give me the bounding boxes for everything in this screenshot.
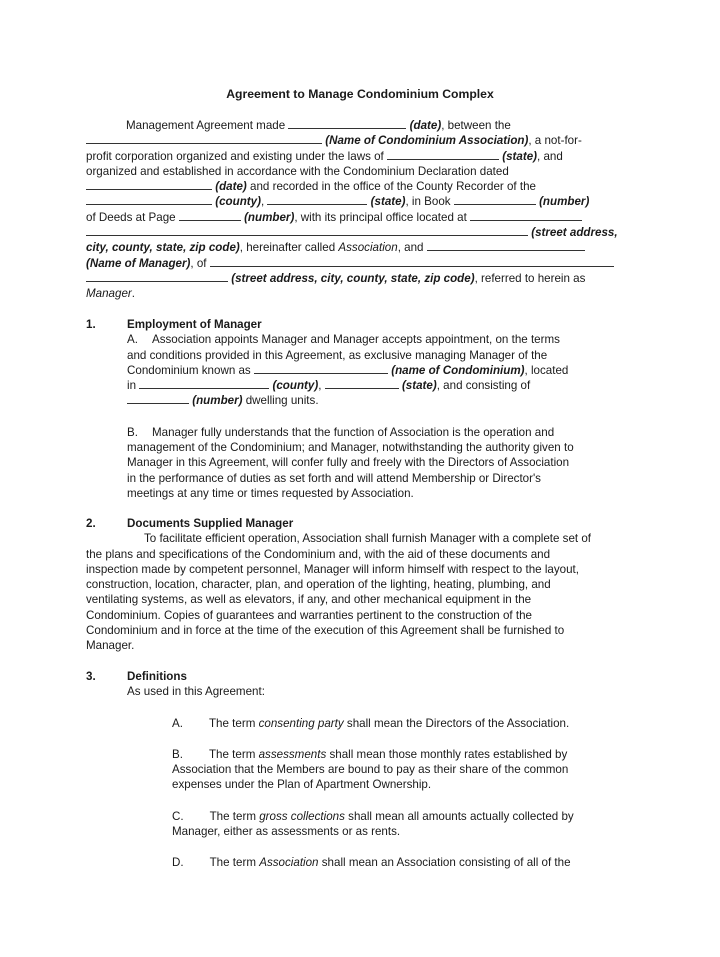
intro-text: , and (397, 241, 424, 255)
defined-term: Association (259, 856, 319, 870)
clause-text: shall mean the Directors of the Association. (346, 716, 570, 730)
clause-text: , located (524, 363, 569, 377)
intro-text: of Deeds at Page (86, 210, 176, 224)
clause-text: shall mean an Association consisting of all of the (321, 856, 571, 870)
field-label: (state) (502, 149, 538, 163)
defined-term: gross collections (259, 809, 345, 823)
section-documents (86, 516, 636, 654)
field-label: (number) (244, 210, 295, 224)
section-heading: Definitions (127, 670, 187, 683)
paragraph-line: To facilitate efficient operation, Association shall furnish Manager with a complete set of (144, 532, 592, 546)
county-blank[interactable] (86, 194, 212, 205)
manager-address-blank[interactable] (86, 271, 228, 282)
clause-text: , and consisting of (436, 379, 531, 393)
field-label: (date) (409, 119, 442, 132)
defined-term: assessments (258, 747, 327, 761)
clause-letter: C. (172, 809, 184, 823)
field-label: (Name of Manager) (86, 256, 191, 270)
intro-text: profit corporation organized and existing under the laws of (86, 149, 384, 163)
field-label: (state) (401, 379, 437, 393)
clause-text: Condominium known as (127, 363, 251, 377)
clause-letter: B. (172, 747, 183, 761)
condo-name-blank[interactable] (254, 363, 388, 374)
paragraph-line: As used in this Agreement: (127, 685, 265, 699)
clause-text: meetings at any time or times requested by Association. (127, 486, 414, 500)
clause-letter: A. (172, 716, 183, 730)
intro-text: , between the (441, 119, 511, 132)
clause-text: Manager, either as assessments or as rents. (172, 825, 401, 839)
field-label: (street address, (531, 226, 618, 240)
paragraph-line: construction, location, character, plan, and operation of the lighting, heating, plumbing, and (86, 578, 551, 592)
defined-term: Association (338, 241, 398, 255)
clause-text: Manager in this Agreement, will confer fully and freely with the Directors of Association (127, 456, 570, 470)
defined-term: Manager (86, 287, 132, 301)
page-number-blank[interactable] (179, 210, 241, 221)
state-blank[interactable] (267, 194, 367, 205)
section-number: 1. (86, 318, 96, 331)
section-heading: Employment of Manager (127, 318, 262, 331)
intro-text: , in Book (405, 195, 451, 209)
defined-term: consenting party (258, 716, 344, 730)
field-label: (date) (215, 180, 247, 194)
clause-text: in (127, 379, 137, 393)
intro-text: , referred to herein as (474, 271, 586, 285)
intro-text: , with its principal office located at (294, 210, 467, 224)
intro-text: . (131, 287, 135, 301)
clause-letter: D. (172, 856, 184, 870)
clause-letter: B. (127, 425, 138, 439)
clause-text: expenses under the Plan of Apartment Ownership. (172, 778, 432, 792)
county-blank[interactable] (139, 378, 269, 389)
clause-text: Association appoints Manager and Manager accepts appointment, on the terms (151, 333, 560, 347)
clause-text: in the performance of duties as set forth and will attend Membership or Director's (127, 471, 541, 485)
intro-text: , and (537, 149, 563, 163)
clause-text: shall mean those monthly rates established by (329, 747, 568, 761)
clause-letter: A. (127, 333, 138, 347)
section-employment (86, 317, 636, 501)
clause-text: The term (208, 747, 256, 761)
date-blank[interactable] (288, 118, 406, 129)
field-label: (Name of Condominium Association) (325, 134, 529, 148)
intro-text: , of (190, 256, 207, 270)
field-label: (number) (192, 394, 243, 408)
field-label: city, county, state, zip code) (86, 241, 240, 255)
intro-text: and recorded in the office of the County Recorder of the (250, 180, 536, 194)
assoc-name-blank[interactable] (86, 133, 322, 144)
document-title: Agreement to Manage Condominium Complex (226, 87, 494, 101)
paragraph-line: ventilating systems, as well as elevators, if any, and other mechanical equipment in the (86, 593, 532, 607)
clause-text: shall mean all amounts actually collected by (348, 809, 574, 823)
field-label: (name of Condominium) (391, 363, 525, 377)
office-address-blank[interactable] (470, 210, 582, 221)
units-number-blank[interactable] (127, 393, 189, 404)
field-label: (state) (370, 195, 406, 209)
intro-text: Management Agreement made (126, 119, 286, 132)
clause-text: The term (209, 809, 256, 823)
manager-address-blank[interactable] (210, 256, 614, 267)
paragraph-line: Condominium. Copies of guarantees and warranties pertinent to the construction of the (86, 608, 532, 622)
section-number: 2. (86, 517, 96, 530)
clause-text: Association that the Members are bound to pay as their share of the common (172, 763, 569, 777)
section-number: 3. (86, 670, 96, 683)
clause-text: dwelling units. (245, 394, 319, 408)
intro-text: organized and established in accordance with the Condominium Declaration dated (86, 164, 509, 178)
intro-text: , a not-for- (528, 134, 582, 148)
paragraph-line: Manager. (86, 639, 135, 653)
section-definitions (86, 669, 636, 871)
intro-text: , hereinafter called (239, 241, 336, 255)
state-blank[interactable] (387, 149, 499, 160)
book-number-blank[interactable] (454, 194, 536, 205)
field-label: (county) (272, 379, 319, 393)
clause-text: Manager fully understands that the function of Association is the operation and (151, 425, 555, 439)
manager-name-blank[interactable] (427, 240, 585, 251)
field-label: (street address, city, county, state, zip code) (231, 271, 475, 285)
field-label: (county) (215, 195, 261, 209)
clause-text: , (318, 379, 322, 393)
intro-paragraph (86, 118, 636, 302)
section-heading: Documents Supplied Manager (127, 517, 294, 530)
paragraph-line: Condominium and in force at the time of the execution of this Agreement shall be furnished to (86, 624, 565, 638)
paragraph-line: inspection made by competent personnel, Manager will inform himself with respect to the layout, (86, 562, 579, 576)
state-blank[interactable] (325, 378, 399, 389)
intro-text: , (260, 195, 265, 209)
clause-text: The term (208, 716, 256, 730)
paragraph-line: the plans and specifications of the Condominium and, with the aid of these documents and (86, 547, 551, 561)
date-blank[interactable] (86, 179, 212, 190)
clause-text: and conditions provided in this Agreement, as exclusive managing Manager of the (127, 348, 548, 362)
clause-text: The term (209, 856, 256, 870)
clause-text: management of the Condominium; and Manager, notwithstanding the authority given to (127, 441, 574, 455)
office-address-blank[interactable] (86, 225, 528, 236)
field-label: (number) (539, 195, 590, 209)
